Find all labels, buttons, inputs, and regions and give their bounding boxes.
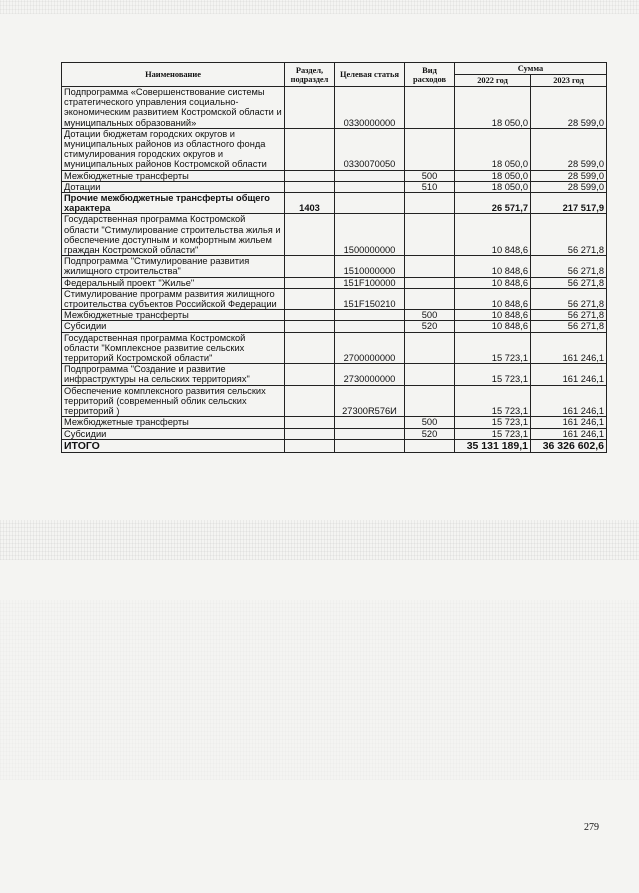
cell-expense: 500 — [405, 417, 455, 428]
cell-target: 2700000000 — [335, 332, 405, 364]
scan-noise-middle — [0, 520, 639, 560]
cell-target — [335, 310, 405, 321]
cell-target — [335, 417, 405, 428]
cell-target: 0330070050 — [335, 128, 405, 170]
table-row — [62, 310, 607, 321]
cell-section — [285, 181, 335, 192]
cell-target — [335, 181, 405, 192]
cell-2023: 28 599,0 — [531, 181, 607, 192]
cell-2023: 161 246,1 — [531, 364, 607, 385]
cell-2022: 15 723,1 — [455, 385, 531, 417]
cell-section — [285, 128, 335, 170]
cell-2022: 15 723,1 — [455, 332, 531, 364]
cell-target: 2730000000 — [335, 364, 405, 385]
table-row — [62, 332, 607, 364]
cell-expense: 500 — [405, 310, 455, 321]
cell-expense — [405, 288, 455, 309]
cell-name: Подпрограмма «Совершенствование системы стратегического управления социально-экономическим развитием Костромской области и муниципальных образований» — [62, 87, 285, 129]
cell-name: Дотации бюджетам городских округов и муниципальных районов из областного фонда стимулирования городских округов и муниципальных районов Костромской области — [62, 128, 285, 170]
table-row — [62, 193, 607, 214]
cell-section — [285, 385, 335, 417]
cell-target — [335, 193, 405, 214]
cell-target: 151F150210 — [335, 288, 405, 309]
cell-2022: 18 050,0 — [455, 170, 531, 181]
table-row — [62, 321, 607, 332]
header-target: Целевая статья — [335, 63, 405, 87]
header-expense: Вид расходов — [405, 63, 455, 87]
cell-2022: 10 848,6 — [455, 277, 531, 288]
cell-section — [285, 417, 335, 428]
table-row — [62, 385, 607, 417]
cell-expense — [405, 385, 455, 417]
cell-2023: 28 599,0 — [531, 170, 607, 181]
header-year-2022: 2022 год — [455, 75, 531, 87]
table-body — [62, 87, 607, 453]
header-year-2023: 2023 год — [531, 75, 607, 87]
cell-2022: 18 050,0 — [455, 87, 531, 129]
cell-expense — [405, 214, 455, 256]
cell-target: 151F100000 — [335, 277, 405, 288]
cell-2023: 161 246,1 — [531, 332, 607, 364]
cell-2022: 18 050,0 — [455, 128, 531, 170]
total-row — [62, 439, 607, 452]
cell-2022: 15 723,1 — [455, 364, 531, 385]
cell-expense: 520 — [405, 428, 455, 439]
total-label: ИТОГО — [62, 439, 285, 452]
cell-section — [285, 277, 335, 288]
cell-name: Государственная программа Костромской области "Стимулирование строительства жилья и обеспечение доступным и комфортным жильем граждан Костромской области" — [62, 214, 285, 256]
header-sum: Сумма — [455, 63, 607, 75]
cell-2022: 10 848,6 — [455, 288, 531, 309]
cell-section — [285, 364, 335, 385]
cell-2023: 28 599,0 — [531, 128, 607, 170]
cell-2023: 56 271,8 — [531, 288, 607, 309]
total-section — [285, 439, 335, 452]
cell-name: Государственная программа Костромской области "Комплексное развитие сельских территорий Костромской области" — [62, 332, 285, 364]
cell-2022: 15 723,1 — [455, 417, 531, 428]
cell-section: 1403 — [285, 193, 335, 214]
cell-expense — [405, 193, 455, 214]
cell-name: Обеспечение комплексного развития сельских территорий (современный облик сельских территорий ) — [62, 385, 285, 417]
cell-2022: 10 848,6 — [455, 214, 531, 256]
cell-expense — [405, 87, 455, 129]
table-row — [62, 417, 607, 428]
table-header — [62, 63, 607, 87]
cell-2023: 56 271,8 — [531, 321, 607, 332]
table-row — [62, 256, 607, 277]
cell-section — [285, 87, 335, 129]
cell-expense — [405, 128, 455, 170]
cell-section — [285, 214, 335, 256]
cell-2023: 217 517,9 — [531, 193, 607, 214]
cell-2023: 56 271,8 — [531, 310, 607, 321]
table-row — [62, 170, 607, 181]
table-row — [62, 364, 607, 385]
cell-name: Межбюджетные трансферты — [62, 310, 285, 321]
budget-table — [61, 62, 607, 453]
cell-target: 0330000000 — [335, 87, 405, 129]
cell-target: 1510000000 — [335, 256, 405, 277]
cell-section — [285, 310, 335, 321]
cell-name: Субсидии — [62, 321, 285, 332]
cell-2022: 10 848,6 — [455, 321, 531, 332]
cell-target — [335, 321, 405, 332]
page-number: 279 — [584, 822, 599, 833]
scan-noise-top — [0, 0, 639, 14]
cell-target: 1500000000 — [335, 214, 405, 256]
cell-expense: 520 — [405, 321, 455, 332]
scan-noise-lower — [0, 600, 639, 780]
cell-2023: 28 599,0 — [531, 87, 607, 129]
cell-section — [285, 332, 335, 364]
table-row — [62, 181, 607, 192]
cell-expense — [405, 364, 455, 385]
cell-2023: 56 271,8 — [531, 214, 607, 256]
cell-name: Федеральный проект "Жилье" — [62, 277, 285, 288]
cell-name: Субсидии — [62, 428, 285, 439]
total-target — [335, 439, 405, 452]
cell-name: Дотации — [62, 181, 285, 192]
cell-2022: 15 723,1 — [455, 428, 531, 439]
cell-section — [285, 170, 335, 181]
total-2022: 35 131 189,1 — [455, 439, 531, 452]
cell-target — [335, 428, 405, 439]
cell-name: Стимулирование программ развития жилищного строительства субъектов Российской Федерации — [62, 288, 285, 309]
cell-2023: 161 246,1 — [531, 417, 607, 428]
cell-2022: 10 848,6 — [455, 310, 531, 321]
cell-target — [335, 170, 405, 181]
cell-2023: 161 246,1 — [531, 385, 607, 417]
table-row — [62, 288, 607, 309]
cell-section — [285, 256, 335, 277]
table-row — [62, 128, 607, 170]
cell-section — [285, 428, 335, 439]
total-2023: 36 326 602,6 — [531, 439, 607, 452]
cell-expense — [405, 332, 455, 364]
cell-expense: 500 — [405, 170, 455, 181]
table-row — [62, 214, 607, 256]
cell-2023: 161 246,1 — [531, 428, 607, 439]
total-expense — [405, 439, 455, 452]
cell-section — [285, 321, 335, 332]
header-name: Наименование — [62, 63, 285, 87]
table-row — [62, 428, 607, 439]
cell-2022: 18 050,0 — [455, 181, 531, 192]
cell-2023: 56 271,8 — [531, 256, 607, 277]
cell-name: Подпрограмма "Стимулирование развития жилищного строительства" — [62, 256, 285, 277]
cell-expense: 510 — [405, 181, 455, 192]
cell-section — [285, 288, 335, 309]
cell-name: Прочие межбюджетные трансферты общего характера — [62, 193, 285, 214]
table-row — [62, 87, 607, 129]
cell-name: Межбюджетные трансферты — [62, 170, 285, 181]
cell-2022: 10 848,6 — [455, 256, 531, 277]
cell-2023: 56 271,8 — [531, 277, 607, 288]
cell-target: 27300R576И — [335, 385, 405, 417]
cell-expense — [405, 256, 455, 277]
cell-expense — [405, 277, 455, 288]
cell-2022: 26 571,7 — [455, 193, 531, 214]
cell-name: Подпрограмма "Создание и развитие инфраструктуры на сельских территориях" — [62, 364, 285, 385]
header-section: Раздел, подраздел — [285, 63, 335, 87]
table-row — [62, 277, 607, 288]
cell-name: Межбюджетные трансферты — [62, 417, 285, 428]
